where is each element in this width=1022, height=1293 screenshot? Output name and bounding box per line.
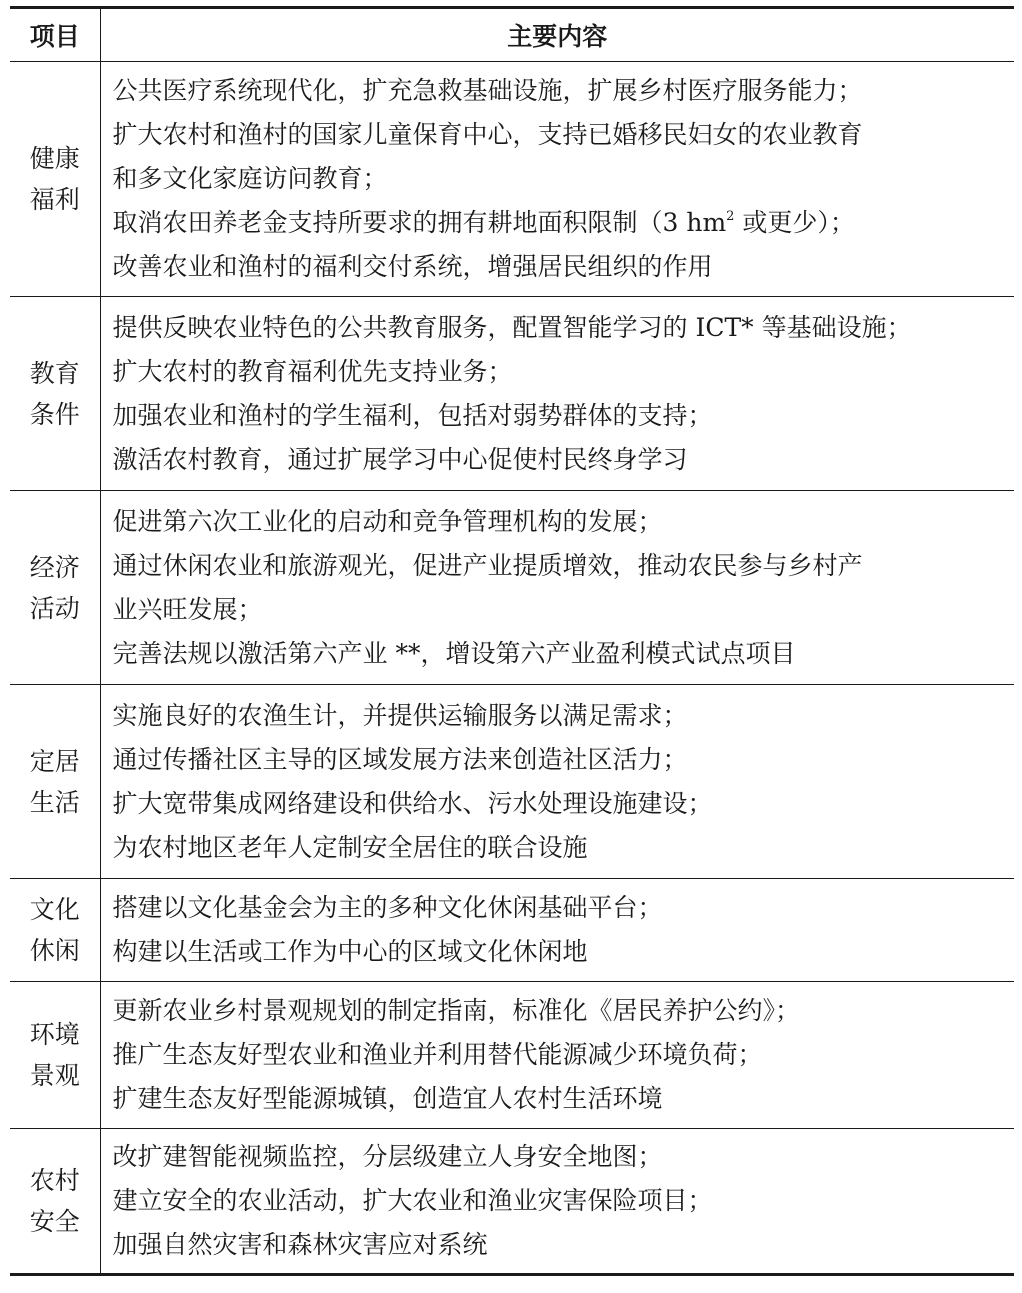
content-line: 推广生态友好型农业和渔业并利用替代能源减少环境负荷； xyxy=(112,1040,763,1069)
row-item-label: 休闲 xyxy=(29,936,80,965)
table-row xyxy=(10,685,1014,879)
row-item-cell xyxy=(10,685,100,879)
policy-table xyxy=(10,6,1014,1276)
row-item-cell xyxy=(10,1129,100,1275)
table-row xyxy=(10,491,1014,685)
row-item-cell xyxy=(10,62,100,297)
row-item-cell xyxy=(10,491,100,685)
table-row xyxy=(10,879,1014,982)
row-item-label: 景观 xyxy=(29,1061,80,1090)
header-row xyxy=(10,8,1014,62)
table-row xyxy=(10,982,1014,1129)
row-item-label: 环境 xyxy=(29,1020,80,1049)
row-item-label: 教育 xyxy=(29,358,80,388)
row-item-label: 安全 xyxy=(29,1207,80,1236)
row-item-label: 经济 xyxy=(29,552,80,582)
row-item-label: 定居 xyxy=(29,746,80,776)
header-item: 项目 xyxy=(10,8,100,62)
content-line: 完善法规以激活第六产业 **，增设第六产业盈利模式试点项目 xyxy=(112,638,796,668)
content-line: 通过传播社区主导的区域发展方法来创造社区活力； xyxy=(112,744,688,774)
row-item-cell xyxy=(10,297,100,491)
header-content: 主要内容 xyxy=(100,8,1014,62)
content-line: 提供反映农业特色的公共教育服务，配置智能学习的 ICT* 等基础设施； xyxy=(112,312,912,342)
content-line: 加强农业和渔村的学生福利，包括对弱势群体的支持； xyxy=(112,400,713,430)
row-content-cell xyxy=(100,62,1014,297)
row-item-cell xyxy=(10,982,100,1129)
row-content-cell xyxy=(100,879,1014,982)
content-line: 公共医疗系统现代化，扩充急救基础设施，扩展乡村医疗服务能力； xyxy=(112,76,863,105)
content-line: 取消农田养老金支持所要求的拥有耕地面积限制（3 $hm^2$ 或更少）； xyxy=(112,208,855,237)
row-content-cell xyxy=(100,982,1014,1129)
content-line: 促进第六次工业化的启动和竞争管理机构的发展； xyxy=(112,506,663,536)
table-row xyxy=(10,62,1014,297)
row-content-cell xyxy=(100,297,1014,491)
content-line: 为农村地区老年人定制安全居住的联合设施 xyxy=(112,832,588,862)
content-line: 扩大宽带集成网络建设和供给水、污水处理设施建设； xyxy=(112,788,713,818)
content-line: 通过休闲农业和旅游观光，促进产业提质增效，推动农民参与乡村产 xyxy=(112,550,863,580)
content-line: 构建以生活或工作为中心的区域文化休闲地 xyxy=(112,937,588,966)
row-item-label: 生活 xyxy=(29,787,80,817)
content-line: 扩大农村和渔村的国家儿童保育中心，支持已婚移民妇女的农业教育 xyxy=(112,120,863,149)
table-row xyxy=(10,297,1014,491)
content-line: 激活农村教育，通过扩展学习中心促使村民终身学习 xyxy=(112,444,688,474)
content-line: 扩建生态友好型能源城镇，创造宜人农村生活环境 xyxy=(112,1084,663,1113)
row-item-label: 农村 xyxy=(29,1166,80,1195)
table-row xyxy=(10,1129,1014,1275)
row-content-cell xyxy=(100,685,1014,879)
content-line: 实施良好的农渔生计，并提供运输服务以满足需求； xyxy=(112,700,688,730)
row-item-label: 健康 xyxy=(29,144,80,173)
content-line: 扩大农村的教育福利优先支持业务； xyxy=(112,356,513,386)
row-item-label: 条件 xyxy=(29,399,80,429)
content-line: 改扩建智能视频监控，分层级建立人身安全地图； xyxy=(112,1142,663,1171)
row-item-label: 文化 xyxy=(29,895,80,924)
content-line: 和多文化家庭访问教育； xyxy=(112,164,388,193)
row-item-label: 活动 xyxy=(29,593,80,623)
content-line: 加强自然灾害和森林灾害应对系统 xyxy=(112,1230,488,1259)
content-line: 建立安全的农业活动，扩大农业和渔业灾害保险项目； xyxy=(112,1186,713,1215)
row-content-cell xyxy=(100,491,1014,685)
content-line: 改善农业和渔村的福利交付系统，增强居民组织的作用 xyxy=(112,252,713,281)
row-item-cell xyxy=(10,879,100,982)
row-content-cell xyxy=(100,1129,1014,1275)
content-line: 搭建以文化基金会为主的多种文化休闲基础平台； xyxy=(112,893,663,922)
content-line: 更新农业乡村景观规划的制定指南，标准化《居民养护公约》； xyxy=(112,996,801,1025)
content-line: 业兴旺发展； xyxy=(112,594,263,624)
row-item-label: 福利 xyxy=(29,185,80,214)
